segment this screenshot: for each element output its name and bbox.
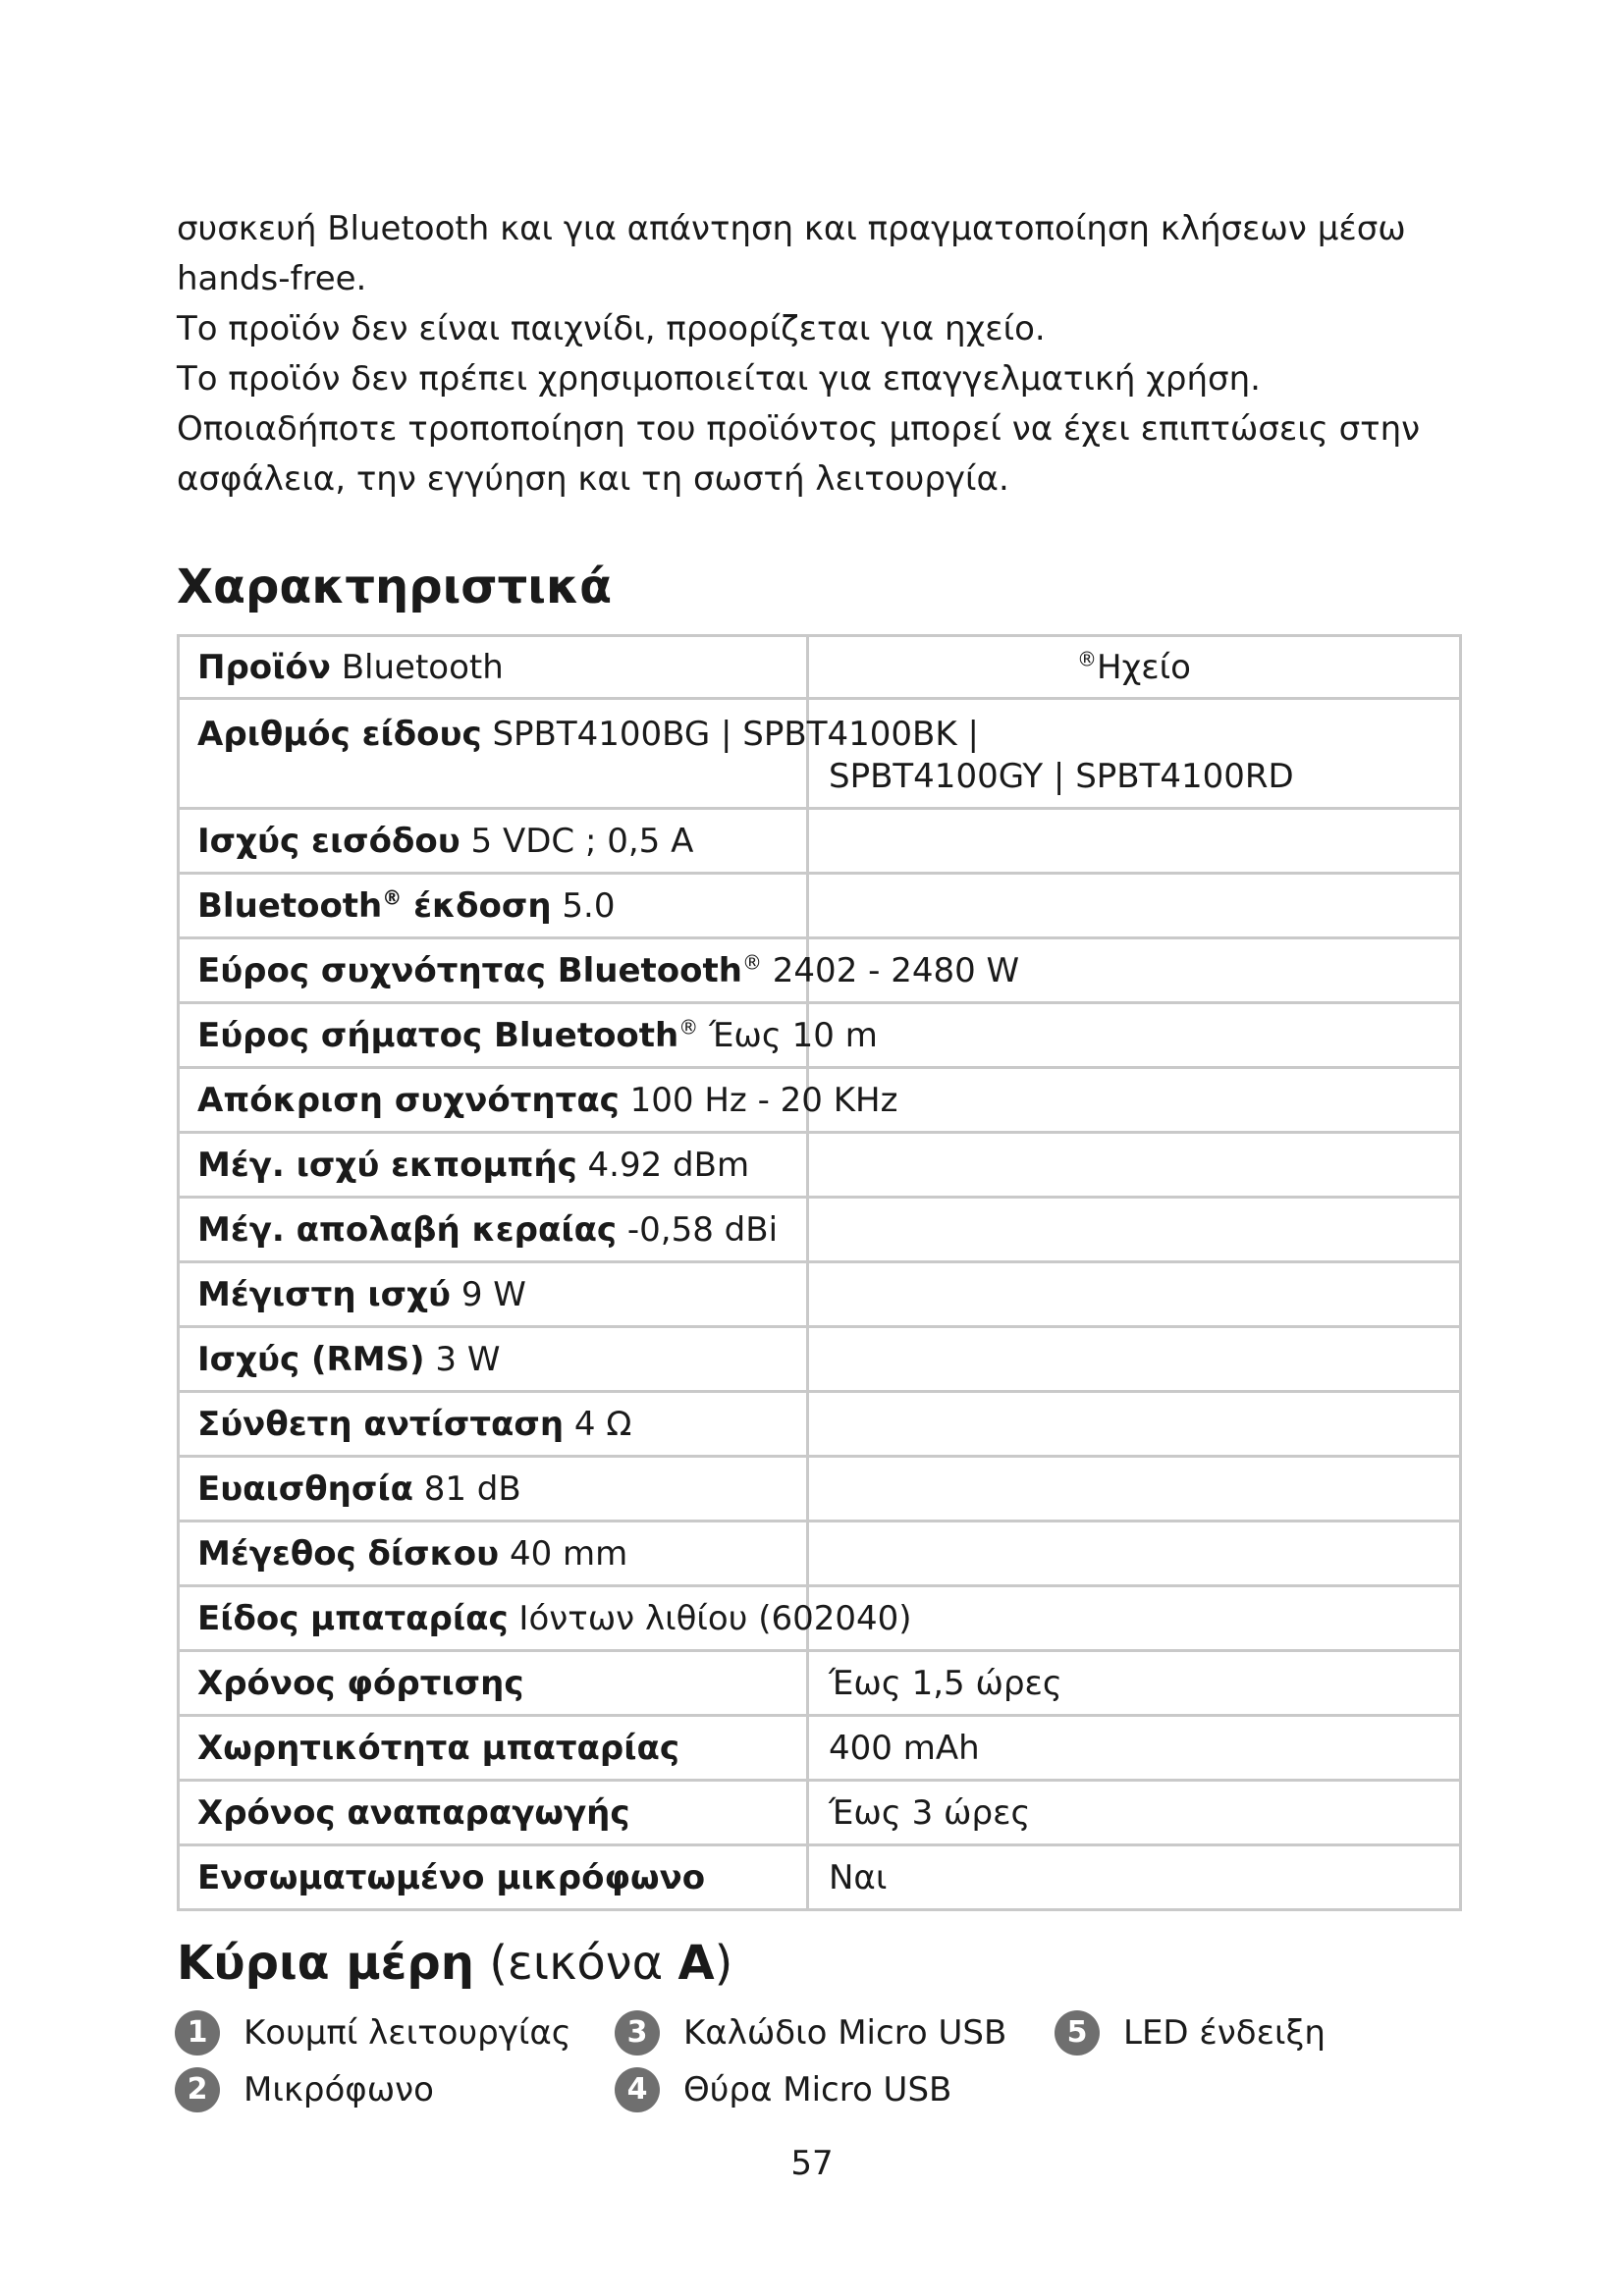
spec-value: 2402 - 2480 W <box>772 950 1020 990</box>
spec-value: 3 W <box>435 1339 501 1379</box>
spec-cell <box>179 1262 808 1327</box>
spec-value: 5 VDC ; 0,5 A <box>470 821 694 861</box>
spec-cell <box>179 874 808 938</box>
spec-value: 4 Ω <box>573 1404 632 1444</box>
specs-table <box>177 634 1462 1911</box>
spec-value-right: Ηχείο <box>1097 647 1191 687</box>
spec-cell-right <box>808 1392 1461 1457</box>
spec-row <box>179 1262 1461 1327</box>
spec-label: Ισχύς εισόδου <box>197 821 460 861</box>
spec-value: Bluetooth <box>341 647 504 687</box>
spec-value: 9 W <box>460 1274 526 1314</box>
features-heading: Χαρακτηριστικά <box>177 560 613 614</box>
part-item <box>615 2010 1006 2056</box>
spec-value: SPBT4100BG | SPBT4100BK | <box>492 715 979 754</box>
spec-cell: Χωρητικότητα μπαταρίας <box>179 1716 808 1781</box>
spec-cell-right <box>808 1198 1461 1262</box>
number-badge-icon: 2 <box>175 2067 220 2112</box>
spec-value: 40 mm <box>509 1533 628 1574</box>
spec-row <box>179 699 1461 809</box>
spec-row <box>179 1586 1461 1651</box>
spec-cell-right <box>808 1133 1461 1198</box>
spec-value-right: SPBT4100GY | SPBT4100RD <box>829 757 1294 796</box>
spec-label: Προϊόν <box>197 647 331 687</box>
spec-cell-right <box>808 636 1461 699</box>
intro-line: hands-free. <box>177 259 367 298</box>
spec-row <box>179 1716 1461 1781</box>
part-item <box>615 2067 951 2112</box>
spec-cell-right <box>808 1003 1461 1068</box>
spec-row <box>179 1327 1461 1392</box>
spec-cell <box>179 1522 808 1586</box>
part-label: Κουμπί λειτουργίας <box>244 2013 571 2053</box>
number-badge-icon: 4 <box>615 2067 660 2112</box>
main-parts-heading: Κύρια μέρη (εικόνα A) <box>177 1936 733 1991</box>
spec-value: -0,58 dBi <box>626 1209 779 1250</box>
spec-label: Μέγ. ισχύ εκπομπής <box>197 1145 577 1185</box>
spec-label: Απόκριση συχνότητας <box>197 1080 620 1120</box>
spec-cell-right: Έως 3 ώρες <box>808 1781 1461 1845</box>
spec-label: Μέγιστη ισχύ <box>197 1274 452 1314</box>
spec-label: Σύνθετη αντίσταση <box>197 1404 565 1444</box>
part-label: Θύρα Micro USB <box>683 2070 952 2109</box>
part-label: Καλώδιο Micro USB <box>683 2013 1007 2053</box>
spec-value: 5.0 <box>562 885 616 926</box>
spec-cell: Χρόνος αναπαραγωγής <box>179 1781 808 1845</box>
spec-row <box>179 809 1461 874</box>
spec-cell <box>179 699 979 809</box>
spec-cell <box>179 1327 808 1392</box>
spec-row <box>179 636 1461 699</box>
registered-mark: ® <box>1077 647 1098 671</box>
spec-row <box>179 1457 1461 1522</box>
spec-cell <box>179 1457 808 1522</box>
spec-cell-right <box>808 809 1461 874</box>
intro-line: ασφάλεια, την εγγύηση και τη σωστή λειτουργία. <box>177 459 1009 499</box>
number-badge-icon: 5 <box>1055 2010 1100 2056</box>
registered-mark: ® <box>678 1015 699 1040</box>
part-label: Μικρόφωνο <box>244 2070 434 2109</box>
spec-cell: Ενσωματωμένο μικρόφωνο <box>179 1845 808 1910</box>
spec-cell <box>179 1586 912 1651</box>
spec-cell-right <box>808 1262 1461 1327</box>
spec-label: Bluetooth® έκδοση <box>197 885 552 926</box>
intro-line: συσκευή Bluetooth και για απάντηση και πραγματοποίηση κλήσεων μέσω <box>177 209 1406 248</box>
spec-row <box>179 1003 1461 1068</box>
number-badge-icon: 1 <box>175 2010 220 2056</box>
part-label: LED ένδειξη <box>1123 2013 1326 2053</box>
spec-label: Είδος μπαταρίας <box>197 1598 509 1638</box>
part-item <box>1055 2010 1326 2056</box>
spec-value: Έως 10 m <box>709 1015 878 1055</box>
page-number: 57 <box>790 2144 834 2183</box>
spec-value: Ιόντων λιθίου (602040) <box>518 1598 912 1638</box>
spec-row <box>179 1845 1461 1910</box>
intro-text <box>177 204 1453 505</box>
spec-row <box>179 1781 1461 1845</box>
spec-row <box>179 938 1461 1003</box>
spec-label: Αριθμός είδους <box>197 715 482 754</box>
spec-row <box>179 1522 1461 1586</box>
spec-cell-right <box>808 1522 1461 1586</box>
part-item <box>175 2067 434 2112</box>
spec-label: Εύρος σήματος Bluetooth <box>197 1015 679 1055</box>
spec-cell-right <box>808 874 1461 938</box>
spec-label: Ευαισθησία <box>197 1468 413 1509</box>
spec-cell-right: Έως 1,5 ώρες <box>808 1651 1461 1716</box>
spec-row <box>179 1198 1461 1262</box>
registered-mark: ® <box>741 950 762 975</box>
spec-label: Μέγεθος δίσκου <box>197 1533 500 1574</box>
spec-row <box>179 874 1461 938</box>
spec-cell-right <box>808 1327 1461 1392</box>
spec-row <box>179 1392 1461 1457</box>
spec-cell <box>179 1068 898 1133</box>
intro-line: Το προϊόν δεν πρέπει χρησιμοποιείται για επαγγελματική χρήση. <box>177 359 1261 399</box>
registered-mark: ® <box>382 885 403 910</box>
spec-value: 4.92 dBm <box>587 1145 750 1185</box>
spec-value: 81 dB <box>423 1468 521 1509</box>
intro-line: Οποιαδήποτε τροποποίηση του προϊόντος μπορεί να έχει επιπτώσεις στην <box>177 409 1421 449</box>
spec-cell <box>179 809 808 874</box>
spec-cell <box>179 1133 808 1198</box>
spec-cell-right <box>808 1068 1461 1133</box>
intro-line: Το προϊόν δεν είναι παιχνίδι, προορίζεται για ηχείο. <box>177 309 1046 348</box>
spec-label: Εύρος συχνότητας Bluetooth <box>197 950 742 990</box>
spec-cell-right: 400 mAh <box>808 1716 1461 1781</box>
spec-row <box>179 1651 1461 1716</box>
part-item <box>175 2010 571 2056</box>
spec-cell <box>179 1003 878 1068</box>
spec-cell-right: Ναι <box>808 1845 1461 1910</box>
spec-row <box>179 1068 1461 1133</box>
spec-value: 100 Hz - 20 KHz <box>629 1080 898 1120</box>
spec-cell <box>179 1392 808 1457</box>
spec-label: Μέγ. απολαβή κεραίας <box>197 1209 618 1250</box>
spec-row <box>179 1133 1461 1198</box>
number-badge-icon: 3 <box>615 2010 660 2056</box>
spec-cell: Χρόνος φόρτισης <box>179 1651 808 1716</box>
spec-cell <box>179 1198 808 1262</box>
spec-cell-right <box>808 1457 1461 1522</box>
spec-cell <box>179 938 1020 1003</box>
parts-list <box>175 2010 1451 2128</box>
spec-label: Ισχύς (RMS) <box>197 1339 425 1379</box>
spec-cell <box>179 636 808 699</box>
